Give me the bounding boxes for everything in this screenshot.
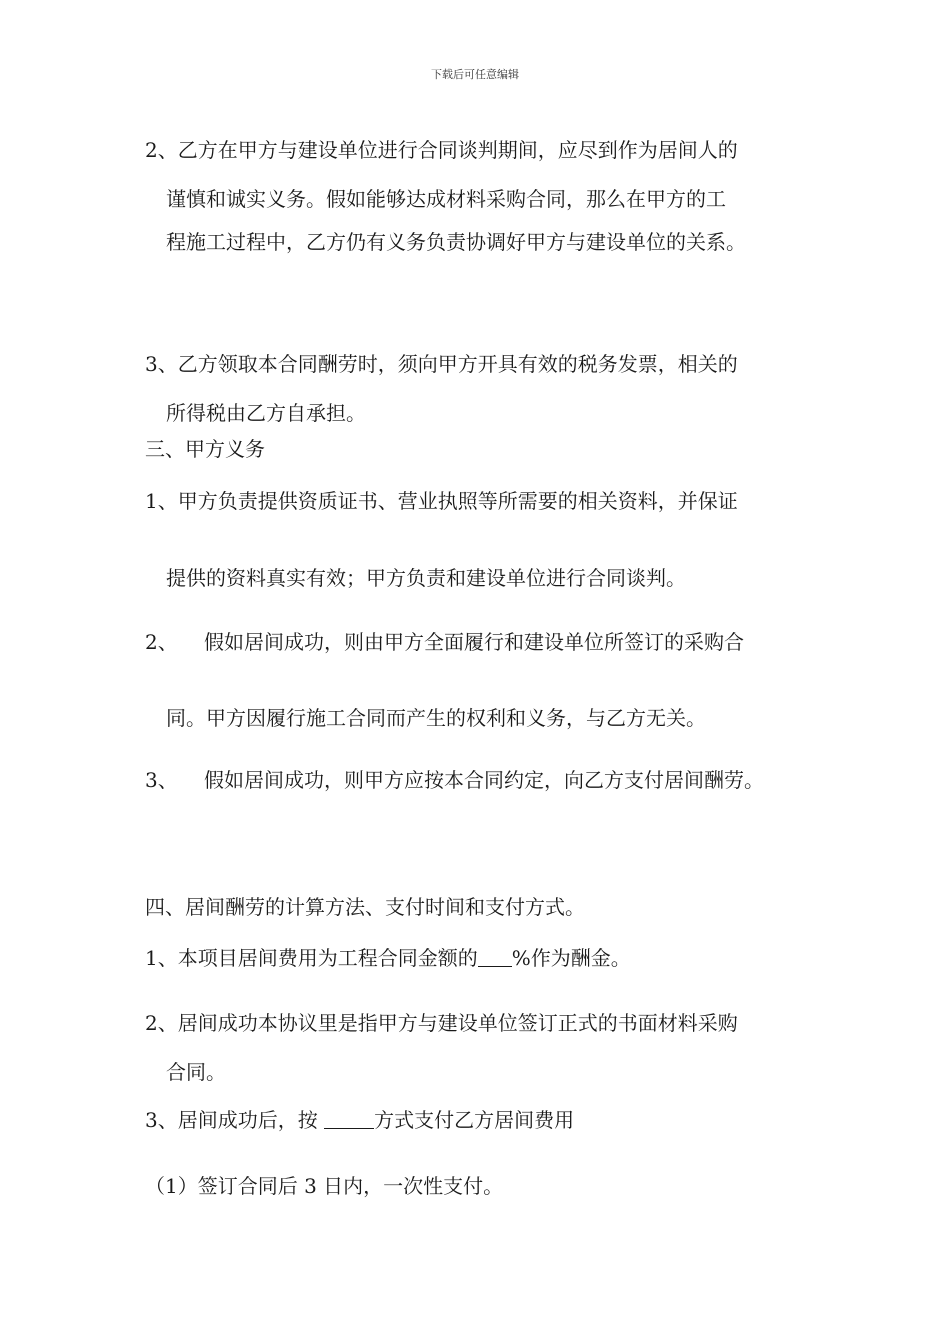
paragraph-line: 程施工过程中，乙方仍有义务负责协调好甲方与建设单位的关系。 bbox=[166, 230, 746, 254]
paragraph-line: 合同。 bbox=[166, 1060, 226, 1084]
paragraph-line: 2、乙方在甲方与建设单位进行合同谈判期间，应尽到作为居间人的 bbox=[145, 138, 738, 162]
item-text: %作为酬金。 bbox=[511, 946, 631, 970]
paragraph-line: 3、乙方领取本合同酬劳时，须向甲方开具有效的税务发票，相关的 bbox=[145, 352, 738, 376]
paragraph-line: 同。甲方因履行施工合同而产生的权利和义务，与乙方无关。 bbox=[166, 706, 706, 730]
paragraph-line bbox=[145, 945, 631, 971]
paragraph-line: 提供的资料真实有效；甲方负责和建设单位进行合同谈判。 bbox=[166, 566, 686, 590]
paragraph-line: 2、居间成功本协议里是指甲方与建设单位签订正式的书面材料采购 bbox=[145, 1011, 738, 1035]
paragraph-line: 1、甲方负责提供资质证书、营业执照等所需要的相关资料，并保证 bbox=[145, 489, 738, 513]
list-number: 2、 bbox=[145, 630, 178, 654]
section-title: 三、甲方义务 bbox=[145, 437, 265, 461]
paragraph-line: 假如居间成功，则由甲方全面履行和建设单位所签订的采购合 bbox=[204, 630, 744, 654]
fill-in-blank[interactable] bbox=[478, 946, 512, 967]
option-line: （1）签订合同后 3 日内，一次性支付。 bbox=[145, 1174, 504, 1198]
header-note: 下载后可任意编辑 bbox=[431, 68, 519, 81]
list-number: 3、 bbox=[145, 768, 178, 792]
item-text: 1、本项目居间费用为工程合同金额的 bbox=[145, 946, 478, 970]
paragraph-line bbox=[145, 1107, 574, 1133]
fill-in-blank[interactable] bbox=[324, 1108, 374, 1129]
paragraph-line: 假如居间成功，则甲方应按本合同约定，向乙方支付居间酬劳。 bbox=[204, 768, 764, 792]
item-text: 3、居间成功后，按 bbox=[145, 1108, 318, 1132]
item-text: 方式支付乙方居间费用 bbox=[374, 1108, 575, 1132]
paragraph-line: 所得税由乙方自承担。 bbox=[166, 401, 366, 425]
paragraph-line: 谨慎和诚实义务。假如能够达成材料采购合同，那么在甲方的工 bbox=[166, 187, 726, 211]
section-title: 四、居间酬劳的计算方法、支付时间和支付方式。 bbox=[145, 895, 585, 919]
